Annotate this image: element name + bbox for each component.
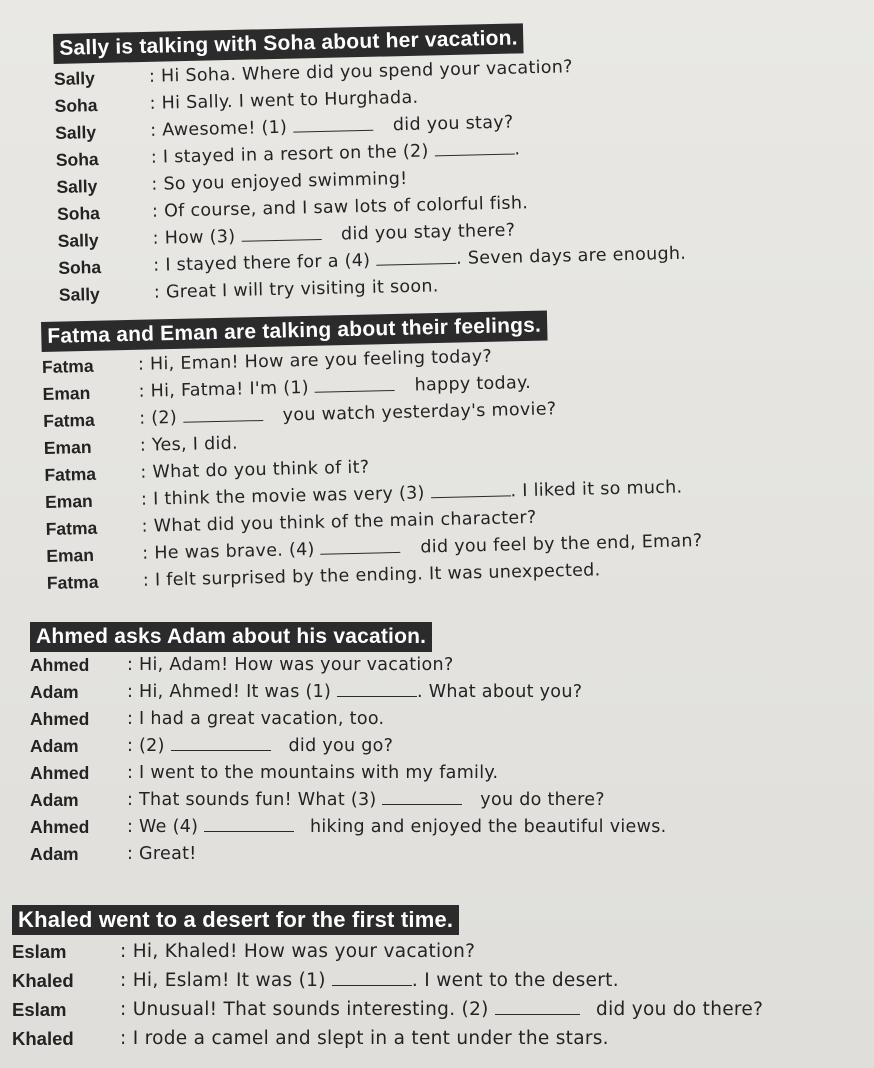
dialogue-text: : I went to the mountains with my family. [127,763,499,783]
speaker-name: Adam [30,790,79,810]
section-title: Khaled went to a desert for the first time. [12,905,459,935]
speaker-name: Eman [42,382,91,404]
dialogue-text: : Hi, Ahmed! It was (1) [127,682,338,702]
dialogue-text: : I stayed in a resort on the (2) [150,141,435,168]
dialogue-text: : Hi, Eman! How are you feeling today? [137,346,493,375]
dialogue-text: : Hi, Khaled! How was your vacation? [120,941,476,962]
answer-blank[interactable] [204,814,294,832]
dialogue-text: : (2) [138,407,184,429]
speaker-name: Ahmed [30,655,90,675]
dialogue-text: : We (4) [127,817,205,837]
dialogue-text: : What do you think of it? [140,457,370,483]
speaker-name: Khaled [12,1028,74,1049]
dialogue-text: : I think the movie was very (3) [140,483,431,510]
answer-blank[interactable] [382,787,462,805]
speaker-name: Eslam [12,941,67,962]
dialogue-line [30,679,583,706]
answer-blank[interactable] [337,679,417,697]
section-title: Fatma and Eman are talking about their feelings. [41,311,547,352]
dialogue-text: : Great I will try visiting it soon. [153,276,439,303]
answer-blank[interactable] [171,733,271,751]
answer-blank[interactable] [430,478,510,498]
dialogue-line [12,937,476,966]
dialogue-text: did you stay? [392,112,514,136]
speaker-name: Eman [46,544,95,566]
dialogue-text: . [514,139,521,160]
dialogue-line [12,1024,609,1053]
dialogue-text: : Hi, Eslam! It was (1) [120,970,332,991]
dialogue-text: did you go? [288,736,394,756]
dialogue-text: : I had a great vacation, too. [127,709,385,729]
answer-blank[interactable] [332,968,412,986]
answer-blank[interactable] [320,535,400,555]
dialogue-text: you watch yesterday's movie? [282,399,557,426]
speaker-name: Fatma [45,517,98,539]
speaker-name: Soha [56,202,101,224]
dialogue-text: did you feel by the end, Eman? [420,531,703,558]
dialogue-line [30,814,667,841]
dialogue-text: : (2) [127,736,171,756]
dialogue-line [30,652,454,679]
dialogue-text: did you stay there? [340,220,516,245]
dialogue-line [12,966,619,995]
dialogue-line [12,995,764,1024]
dialogue-text: : What did you think of the main character? [141,507,537,537]
dialogue-text: : Hi, Fatma! I'm (1) [138,377,316,402]
speaker-name: Adam [30,682,79,702]
dialogue-text: hiking and enjoyed the beautiful views. [310,817,667,837]
dialogue-line [30,787,605,814]
dialogue-text: : I rode a camel and slept in a tent under the stars. [120,1028,609,1049]
dialogue-text: : That sounds fun! What (3) [127,790,383,810]
speaker-name: Sally [58,284,101,305]
dialogue-text: . What about you? [417,682,583,702]
speaker-name: Adam [30,844,79,864]
answer-blank[interactable] [315,373,395,393]
dialogue-text: : Awesome! (1) [149,117,294,141]
dialogue-section [53,23,687,309]
speaker-name: Sally [55,122,97,143]
dialogue-section [30,622,667,868]
speaker-name: Soha [55,148,99,170]
speaker-name: Fatma [44,463,97,485]
dialogue-line [30,760,499,787]
answer-blank[interactable] [376,246,456,266]
dialogue-text: : Of course, and I saw lots of colorful fish. [151,193,529,222]
speaker-name: Sally [56,176,98,197]
speaker-name: Fatma [41,355,94,377]
speaker-name: Sally [53,68,96,89]
speaker-name: Soha [54,95,98,116]
speaker-name: Eman [43,436,92,458]
dialogue-text: : He was brave. (4) [142,539,321,564]
dialogue-section [12,905,764,1053]
dialogue-text: . I went to the desert. [411,970,619,991]
speaker-name: Fatma [43,409,96,431]
dialogue-text: : So you enjoyed swimming! [151,168,408,195]
dialogue-text: happy today. [414,372,532,396]
section-title: Ahmed asks Adam about his vacation. [30,622,432,652]
dialogue-text: : Yes, I did. [139,433,239,456]
dialogue-text: . Seven days are enough. [455,243,687,269]
dialogue-text: : Hi Sally. I went to Hurghada. [149,87,419,114]
dialogue-text: you do there? [480,790,605,810]
speaker-name: Fatma [46,571,99,593]
dialogue-section [41,311,703,597]
speaker-name: Soha [58,256,102,278]
answer-blank[interactable] [434,137,514,157]
answer-blank[interactable] [293,113,373,133]
dialogue-text: : Great! [127,844,197,864]
speaker-name: Eman [44,490,93,512]
speaker-name: Eslam [12,999,67,1020]
answer-blank[interactable] [241,222,321,242]
speaker-name: Khaled [12,970,74,991]
dialogue-text: : I stayed there for a (4) [153,250,377,276]
dialogue-line [30,706,432,733]
dialogue-line [30,841,432,868]
dialogue-text: : How (3) [152,226,242,249]
speaker-name: Ahmed [30,709,90,729]
dialogue-text: : Hi, Adam! How was your vacation? [127,655,454,675]
section-title: Sally is talking with Soha about her vacation. [53,23,524,64]
dialogue-text: : I felt surprised by the ending. It was unexpected. [142,560,601,591]
dialogue-text: : Unusual! That sounds interesting. (2) [120,999,495,1020]
dialogue-text: did you do there? [596,999,764,1020]
dialogue-text: . I liked it so much. [510,477,683,502]
speaker-name: Ahmed [30,817,90,837]
speaker-name: Sally [57,230,99,251]
answer-blank[interactable] [183,403,263,423]
speaker-name: Ahmed [30,763,90,783]
dialogue-line [30,733,432,760]
speaker-name: Adam [30,736,79,756]
dialogue-text: : Hi Soha. Where did you spend your vacation? [148,57,573,87]
answer-blank[interactable] [495,997,580,1015]
